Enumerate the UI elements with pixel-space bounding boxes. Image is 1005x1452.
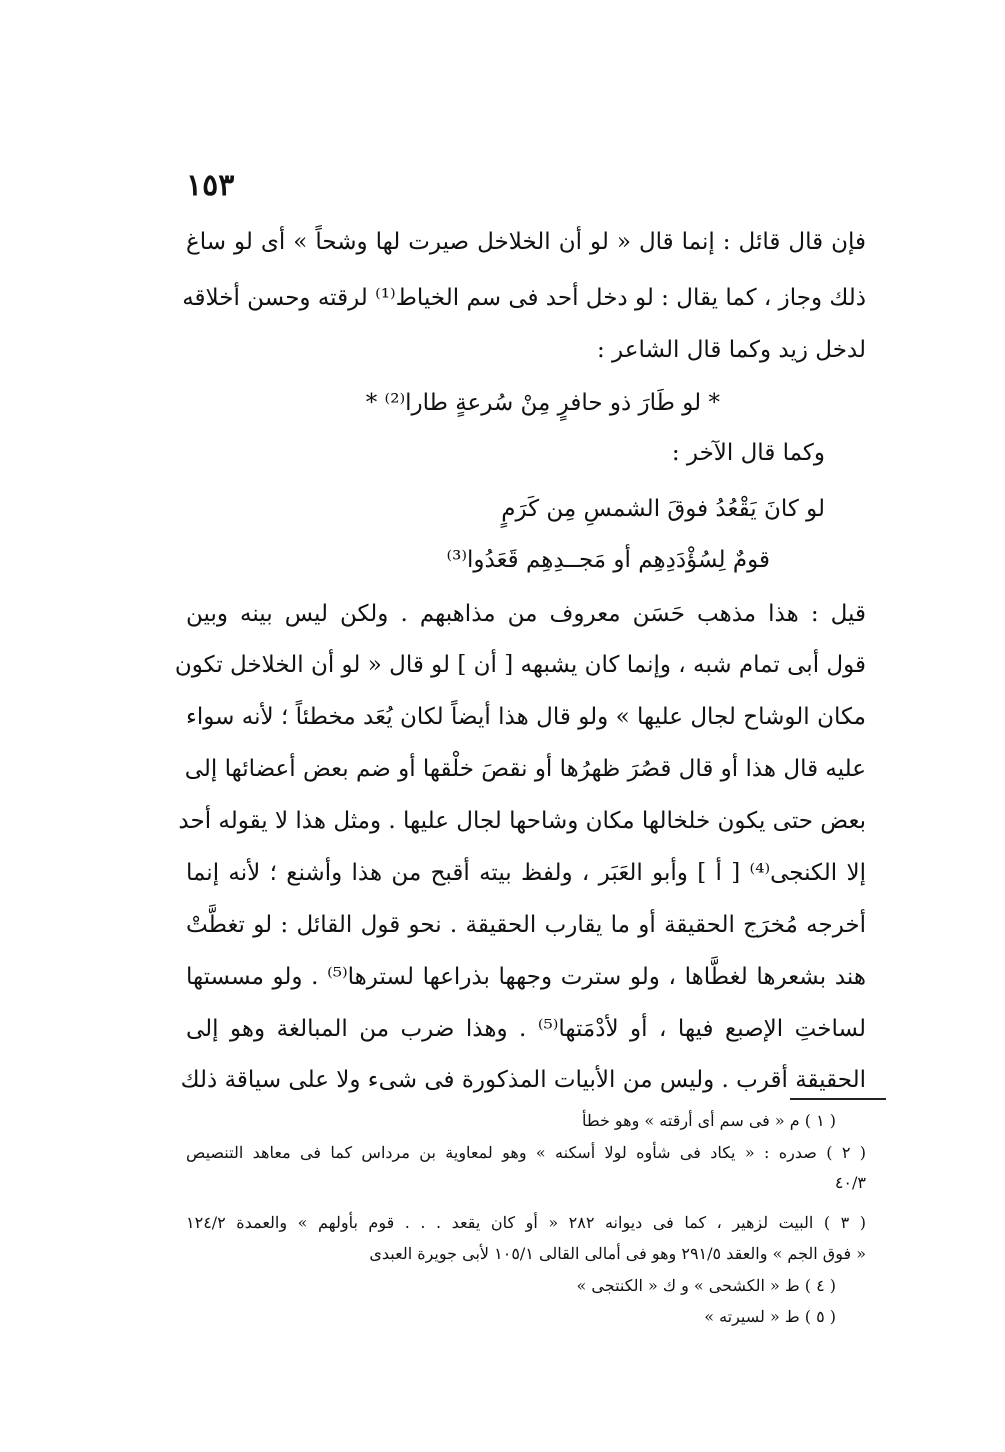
footnote-2: ( ٢ ) صدره : « يكاد فى شأوه لولا أسكنه » وهو لمعاوية بن مرداس كما فى معاهد التنصيص — [186, 1143, 867, 1162]
body-line: بعض حتى يكون خلخالها مكان وشاحها لجال عليها . ومثل هذا لا يقوله أحد — [178, 808, 866, 834]
body-line: لساختِ الإصبع فيها ، أو لأدْمَتها⁽⁵⁾ . وهذا ضرب من المبالغة وهو إلى — [186, 1016, 866, 1042]
body-line: عليه قال هذا أو قال قصُرَ ظهرُها أو نقصَ خلْقها أو ضم بعض أعضائها إلى — [184, 756, 866, 782]
body-line: مكان الوشاح لجال عليها » ولو قال هذا أيضاً لكان يُعَد مخطئاً ؛ لأنه سواء — [186, 704, 866, 730]
body-line: إلا الكنجى⁽⁴⁾ [ أ ] وأبو العَبَر ، ولفظ بيته أقبح من هذا وأشنع ؛ لأنه إنما — [186, 860, 866, 886]
footnote-1: ( ١ ) م « فى سم أى أرقته » وهو خطأ — [581, 1111, 836, 1130]
footnote-3-continued: « فوق الجم » والعقد ٢٩١/٥ وهو فى أمالى القالى ١٠٥/١ لأبى جويرة العبدى — [369, 1244, 866, 1263]
footnote-5: ( ٥ ) ط « لسيرته » — [704, 1307, 836, 1326]
footnote-4: ( ٤ ) ط « الكشحى » و ك « الكنتجى » — [576, 1276, 836, 1295]
verse-line-first: لو كانَ يَقْعُدُ فوقَ الشمسِ مِن كَرَمٍ — [501, 496, 825, 522]
footnote-2-continued: ٤٠/٣ — [834, 1173, 866, 1192]
body-line: قيل : هذا مذهب حَسَن معروف من مذاهبهم . ولكن ليس بينه وبين — [186, 601, 866, 627]
body-line: أخرجه مُخرَج الحقيقة أو ما يقارب الحقيقة . نحو قول القائل : لو تغطَّتْ — [186, 912, 866, 938]
footnote-separator — [790, 1098, 886, 1100]
body-line: هند بشعرها لغطَّاها ، ولو سترت وجهها بذراعها لسترها⁽⁵⁾ . ولو مسستها — [186, 964, 866, 990]
page-number: ١٥٣ — [186, 168, 235, 203]
body-line: قول أبى تمام شبه ، وإنما كان يشبهه [ أن ] لو قال « لو أن الخلاخل تكون — [174, 652, 866, 678]
body-line: الحقيقة أقرب . وليس من الأبيات المذكورة فى شىء ولا على سياقة ذلك — [180, 1067, 866, 1093]
verse-hemistich: * لو طَارَ ذو حافرٍ مِنْ سُرعةٍ طارا⁽²⁾ * — [365, 390, 720, 416]
verse-line-second: قومٌ لِسُؤْدَدِهِم أو مَجــدِهِم قَعَدُوا⁽³⁾ — [446, 547, 770, 573]
body-line: لدخل زيد وكما قال الشاعر : — [596, 337, 866, 363]
body-line: فإن قال قائل : إنما قال « لو أن الخلاخل صيرت لها وشحاً » أى لو ساغ — [186, 229, 866, 255]
footnote-3: ( ٣ ) البيت لزهير ، كما فى ديوانه ٢٨٢ « أو كان يقعد . . . قوم بأولهم » والعمدة ١٢٤/٢ — [186, 1213, 867, 1232]
body-line: ذلك وجاز ، كما يقال : لو دخل أحد فى سم الخياط⁽¹⁾ لرقته وحسن أخلاقه — [182, 285, 866, 311]
verse-intro: وكما قال الآخر : — [671, 440, 825, 466]
